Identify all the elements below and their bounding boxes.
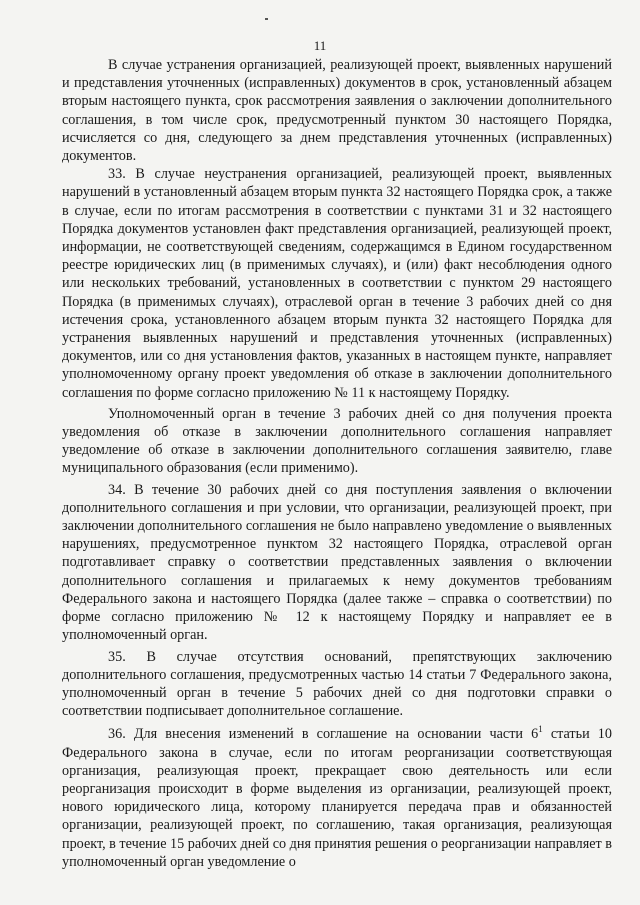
paragraph-36	[62, 725, 612, 871]
paragraph-34: 34. В течение 30 рабочих дней со дня поступления заявления о включении дополнительного соглашения и при условии, что организации, реализующей проект, при заключении дополнительного соглашения не было направлено уведомление о выявленных нарушениях, предусмотренное пунктом 32 настоящего Порядка, отраслевой орган подготавливает справку о соответствии представленных заявления о включении дополнительного соглашения и прилагаемых к нему документов требованиям Федерального закона и настоящего Порядка (далее также – справка о соответствии) по форме согласно приложению № 12 к настоящему Порядку и направляет ее в уполномоченный орган.	[62, 481, 612, 644]
superscript: 1	[538, 724, 543, 735]
paragraph-33-notification: Уполномоченный орган в течение 3 рабочих дней со дня получения проекта уведомления об отказе в заключении дополнительного соглашения направляет уведомление об отказе в заключении дополнительного соглашения заявителю, главе муниципального образования (если применимо).	[62, 405, 612, 477]
paragraph-33: 33. В случае неустранения организацией, реализующей проект, выявленных нарушений в установленный абзацем вторым пункта 32 настоящего Порядка срок, а также в случае, если по итогам рассмотрения в соответствии с пунктами 31 и 32 настоящего Порядка документов установлен факт представления организацией, реализующей проект, информации, не соответствующей сведениям, содержащимся в Едином государственном реестре юридических лиц (в применимых случаях), и (или) факт несоблюдения одного или нескольких требований, установленных в соответствии с пунктом 29 настоящего Порядка (в применимых случаях), отраслевой орган в течение 3 рабочих дней со дня истечения срока, установленного абзацем вторым пункта 32 настоящего Порядка для устранения выявленных нарушений и представления уточненных (исправленных) документов, или со дня установления фактов, указанных в настоящем пункте, направляет уполномоченному органу проект уведомления об отказе в заключении дополнительного соглашения по форме согласно приложению № 11 к настоящему Порядку.	[62, 166, 612, 401]
paragraph-35: 35. В случае отсутствия оснований, препятствующих заключению дополнительного соглашения, предусмотренных частью 14 статьи 7 Федерального закона, уполномоченный орган в течение 5 рабочих дней со дня подготовки справки о соответствии подписывает дополнительное соглашение.	[62, 648, 612, 720]
paragraph-36-text-end: статьи 10 Федерального закона в случае, если по итогам реорганизации соответствующая организация, реализующая проект, прекращает свою деятельность или если реорганизация происходит в форме выделения из организации, реализующей проект, нового юридического лица, которому планируется передача прав и обязанностей организации, реализующей проект, по соглашению, такая организация, реализующая проект, в течение 15 рабочих дней со дня принятия решения о реорганизации направляет в уполномоченный орган уведомление о	[62, 726, 612, 870]
page-number: 11	[313, 38, 327, 53]
scan-mark	[265, 18, 268, 20]
document-body	[62, 56, 612, 871]
paragraph-36-text-start: 36. Для внесения изменений в соглашение на основании части 6	[108, 726, 539, 743]
paragraph-correction-deadline: В случае устранения организацией, реализующей проект, выявленных нарушений и представления уточненных (исправленных) документов в срок, установленный абзацем вторым настоящего пункта, срок рассмотрения заявления о заключении дополнительного соглашения, в том числе срок, предусмотренный пунктом 30 настоящего Порядка, исчисляется со дня, следующего за днем представления уточненных (исправленных) документов.	[62, 57, 612, 165]
